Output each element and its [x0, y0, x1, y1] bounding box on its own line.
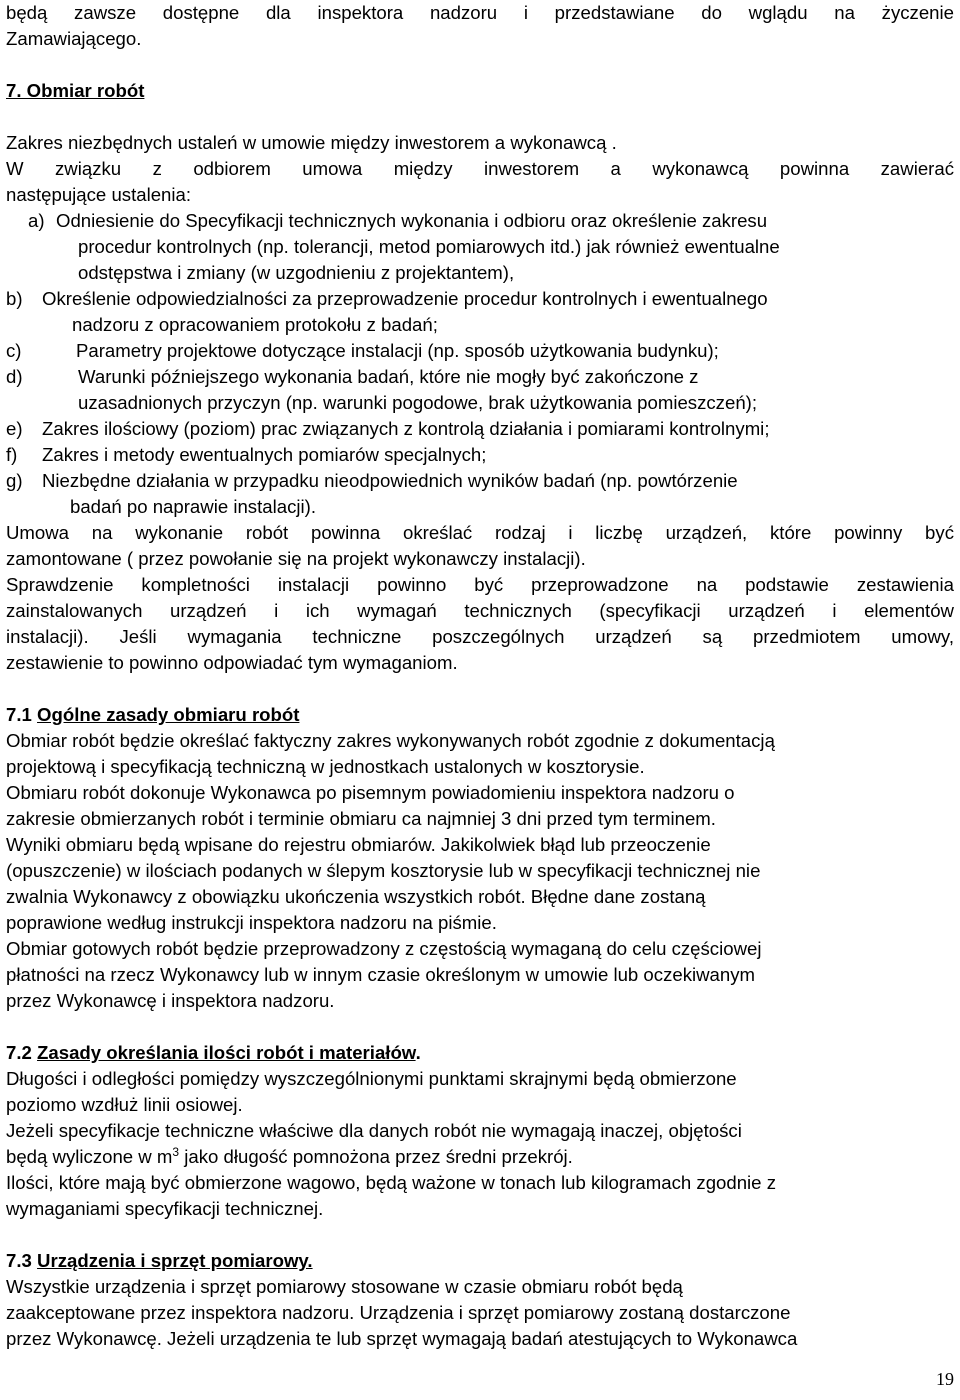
section-7-1-line-2: projektową i specyfikacją techniczną w jednostkach ustalonych w kosztorysie. — [6, 756, 645, 777]
list-item-d-line-2: uzasadnionych przyczyn (np. warunki pogodowe, brak użytkowania pomieszczeń); — [78, 392, 758, 413]
section-7-1-line-10: płatności na rzecz Wykonawcy lub w innym czasie określonym w umowie lub oczekiwanym — [6, 964, 756, 985]
list-marker-e: e) — [6, 418, 23, 439]
document-page — [6, 0, 954, 1352]
section-7-2-line-4: będą wyliczone w $m^3$ jako długość pomnożona przez średni przekrój. — [6, 1145, 573, 1167]
section-7-paragraph-3-line-1: Umowa na wykonanie robót powinna określać rodzaj i liczbę urządzeń, które powinny być — [6, 522, 954, 543]
section-7-1-line-4: zakresie obmierzanych robót i terminie obmiaru ca najmniej 3 dni przed tym terminem. — [6, 808, 716, 829]
section-7-1-line-8: poprawione według instrukcji inspektora nadzoru na piśmie. — [6, 912, 497, 933]
list-marker-b: b) — [6, 288, 23, 309]
superscript-3: 3 — [172, 1145, 180, 1159]
list-item-g-line-1: Niezbędne działania w przypadku nieodpowiednich wyników badań (np. powtórzenie — [42, 470, 738, 491]
list-item-a-line-2: procedur kontrolnych (np. tolerancji, metod pomiarowych itd.) jak również ewentualne — [78, 236, 780, 257]
list-item-d-line-1: Warunki późniejszego wykonania badań, które nie mogły być zakończone z — [78, 366, 699, 387]
list-item-f — [6, 442, 954, 468]
page-number: 19 — [936, 1369, 954, 1389]
list-marker-g: g) — [6, 470, 23, 491]
section-7-2-line-3: Jeżeli specyfikacje techniczne właściwe dla danych robót nie wymagają inaczej, objętości — [6, 1120, 742, 1141]
list-item-e-line-1: Zakres ilościowy (poziom) prac związanych z kontrolą działania i pomiarami kontrolnymi; — [42, 418, 770, 439]
list-item-a-line-1: Odniesienie do Specyfikacji technicznych wykonania i odbioru oraz określenie zakresu — [56, 210, 768, 231]
section-7-paragraph-4-line-2: zainstalowanych urządzeń i ich wymagań technicznych (specyfikacji urządzeń i elementów — [6, 600, 954, 621]
section-7-paragraph-4-line-4: zestawienie to powinno odpowiadać tym wymaganiom. — [6, 652, 458, 673]
section-7-2-heading: 7.2 Zasady określania ilości robót i materiałów. — [6, 1042, 421, 1063]
list-item-b — [6, 286, 954, 338]
list-item-a-line-3: odstępstwa i zmiany (w uzgodnieniu z projektantem), — [78, 262, 515, 283]
section-7-paragraph-2-line-2: następujące ustalenia: — [6, 184, 192, 205]
list-marker-f: f) — [6, 444, 18, 465]
list-item-f-line-1: Zakres i metody ewentualnych pomiarów specjalnych; — [42, 444, 487, 465]
intro-line-1: będą zawsze dostępne dla inspektora nadzoru i przedstawiane do wglądu na życzenie — [6, 2, 954, 23]
list-item-b-line-1: Określenie odpowiedzialności za przeprowadzenie procedur kontrolnych i ewentualnego — [42, 288, 768, 309]
section-7-3-line-2: zaakceptowane przez inspektora nadzoru. Urządzenia i sprzęt pomiarowy zostaną dostarczone — [6, 1302, 791, 1323]
list-marker-a: a) — [28, 210, 45, 231]
section-7-1-line-11: przez Wykonawcę i inspektora nadzoru. — [6, 990, 335, 1011]
section-7-paragraph-4-line-1: Sprawdzenie kompletności instalacji powinno być przeprowadzone na podstawie zestawienia — [6, 574, 954, 595]
section-7-1-line-9: Obmiar gotowych robót będzie przeprowadzony z częstością wymaganą do celu częściowej — [6, 938, 762, 959]
section-7-3-heading: 7.3 Urządzenia i sprzęt pomiarowy. — [6, 1250, 313, 1271]
list-item-c — [6, 338, 954, 364]
section-7-1-line-3: Obmiaru robót dokonuje Wykonawca po pisemnym powiadomieniu inspektora nadzoru o — [6, 782, 735, 803]
list-marker-c: c) — [6, 340, 22, 361]
section-7-paragraph-3-line-2: zamontowane ( przez powołanie się na projekt wykonawczy instalacji). — [6, 548, 586, 569]
section-7-2-line-5: Ilości, które mają być obmierzone wagowo, będą ważone w tonach lub kilogramach zgodnie z — [6, 1172, 776, 1193]
list-marker-d: d) — [6, 366, 23, 387]
list-item-g-line-2: badań po naprawie instalacji). — [70, 496, 317, 517]
section-7-paragraph-2-line-1: W związku z odbiorem umowa między inwestorem a wykonawcą powinna zawierać — [6, 158, 954, 179]
section-7-paragraph-4-line-3: instalacji). Jeśli wymagania techniczne poszczególnych urządzeń są przedmiotem umowy, — [6, 626, 954, 647]
list-item-c-line-1: Parametry projektowe dotyczące instalacji (np. sposób użytkowania budynku); — [76, 340, 719, 361]
list-item-a — [6, 208, 954, 286]
section-7-paragraph-1: Zakres niezbędnych ustaleń w umowie między inwestorem a wykonawcą . — [6, 132, 617, 153]
section-7-1-line-5: Wyniki obmiaru będą wpisane do rejestru obmiarów. Jakikolwiek błąd lub przeoczenie — [6, 834, 711, 855]
list-item-e — [6, 416, 954, 442]
intro-line-2: Zamawiającego. — [6, 28, 142, 49]
list-item-b-line-2: nadzoru z opracowaniem protokołu z badań; — [72, 314, 438, 335]
section-7-3-line-3: przez Wykonawcę. Jeżeli urządzenia te lub sprzęt wymagają badań atestujących to Wykonawca — [6, 1328, 798, 1349]
section-7-heading: 7. Obmiar robót — [6, 80, 145, 101]
section-7-2-line-1: Długości i odległości pomiędzy wyszczególnionymi punktami skrajnymi będą obmierzone — [6, 1068, 737, 1089]
section-7-1-heading: 7.1 Ogólne zasady obmiaru robót — [6, 704, 300, 725]
section-7-2-line-6: wymaganiami specyfikacji technicznej. — [6, 1198, 324, 1219]
section-7-3-line-1: Wszystkie urządzenia i sprzęt pomiarowy stosowane w czasie obmiaru robót będą — [6, 1276, 683, 1297]
section-7-2-line-2: poziomo wzdłuż linii osiowej. — [6, 1094, 243, 1115]
list-item-d — [6, 364, 954, 416]
list-item-g — [6, 468, 954, 520]
section-7-1-line-6: (opuszczenie) w ilościach podanych w ślepym kosztorysie lub w specyfikacji technicznej nie — [6, 860, 761, 881]
section-7-1-line-1: Obmiar robót będzie określać faktyczny zakres wykonywanych robót zgodnie z dokumentacją — [6, 730, 775, 751]
section-7-1-line-7: zwalnia Wykonawcy z obowiązku ukończenia wszystkich robót. Błędne dane zostaną — [6, 886, 706, 907]
